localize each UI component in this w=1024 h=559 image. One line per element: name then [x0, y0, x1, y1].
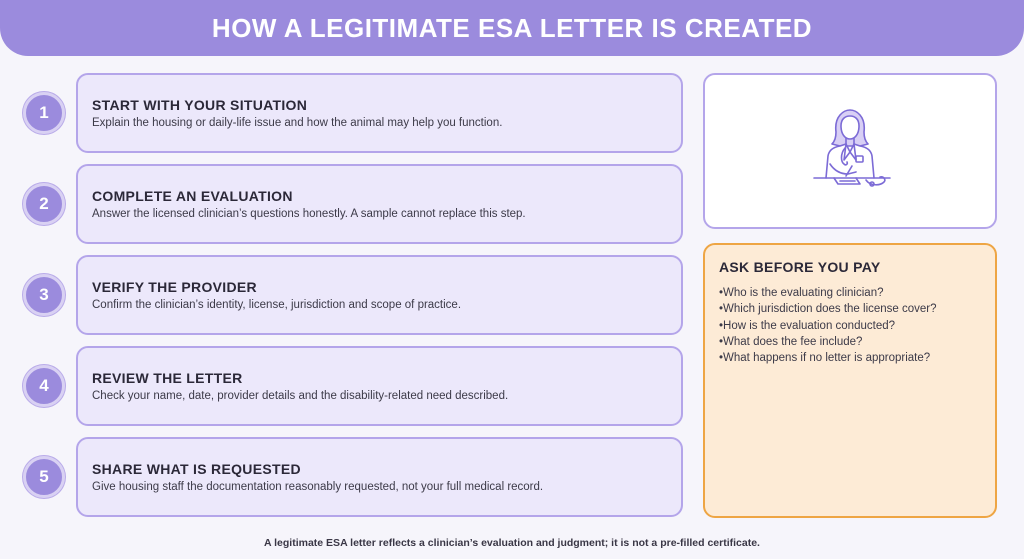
ask-question-item: • Who is the evaluating clinician?	[719, 285, 995, 301]
step-4-number-badge: 4	[23, 365, 65, 407]
ask-question-item: • What does the fee include?	[719, 334, 995, 350]
ask-question-item: • What happens if no letter is appropriate?	[719, 350, 995, 366]
step-3-number-badge: 3	[23, 274, 65, 316]
step-1-title: START WITH YOUR SITUATION	[92, 97, 308, 113]
page-title: HOW A LEGITIMATE ESA LETTER IS CREATED	[211, 12, 813, 43]
ask-question-item: • How is the evaluation conducted?	[719, 318, 995, 334]
ask-question-item: • Which jurisdiction does the license cover?	[719, 301, 995, 317]
step-2-title: COMPLETE AN EVALUATION	[92, 188, 293, 204]
step-5-number-badge: 5	[23, 456, 65, 498]
step-3-description: Confirm the clinician’s identity, license, jurisdiction and scope of practice.	[92, 299, 462, 311]
step-5-description: Give housing staff the documentation reasonably requested, not your full medical record.	[92, 481, 544, 493]
step-5-card	[76, 437, 683, 517]
ask-title: ASK BEFORE YOU PAY	[719, 259, 881, 275]
step-1-description: Explain the housing or daily-life issue and how the animal may help you function.	[92, 117, 503, 129]
title-banner	[0, 0, 1024, 56]
step-2-card	[76, 164, 683, 244]
step-1-card	[76, 73, 683, 153]
footer-note: A legitimate ESA letter reflects a clinician’s evaluation and judgment; it is not a pre-filled certificate.	[264, 537, 760, 549]
step-4-title: REVIEW THE LETTER	[92, 370, 243, 386]
ask-before-you-pay-panel	[703, 243, 997, 518]
step-2-number-badge: 2	[23, 183, 65, 225]
clinician-writing-icon	[800, 106, 900, 196]
illustration-panel	[703, 73, 997, 229]
step-4-description: Check your name, date, provider details and the disability-related need described.	[92, 390, 509, 402]
step-2-description: Answer the licensed clinician’s questions honestly. A sample cannot replace this step.	[92, 208, 526, 220]
ask-question-list	[719, 285, 995, 366]
step-3-title: VERIFY THE PROVIDER	[92, 279, 257, 295]
step-5-title: SHARE WHAT IS REQUESTED	[92, 461, 301, 477]
step-3-card	[76, 255, 683, 335]
step-4-card	[76, 346, 683, 426]
step-1-number-badge: 1	[23, 92, 65, 134]
